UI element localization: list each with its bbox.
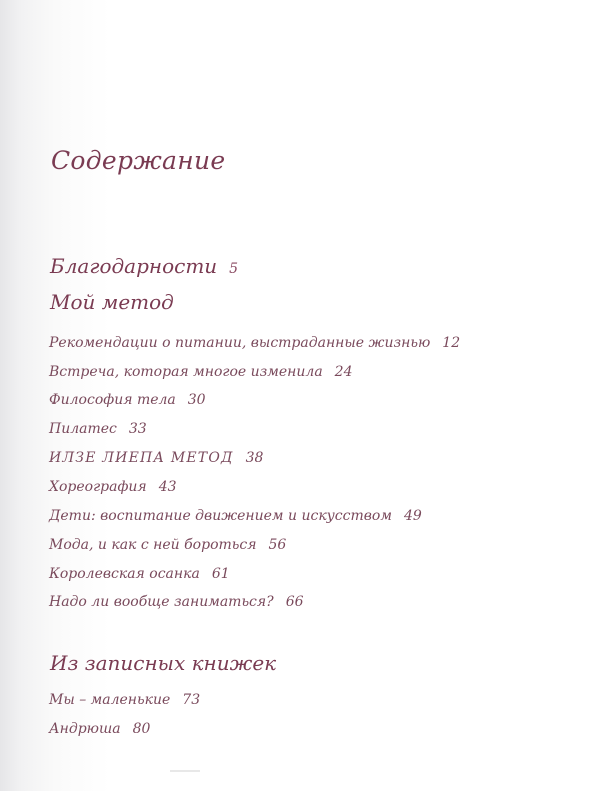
toc-entry-page: 49 — [403, 508, 422, 524]
toc-title: Содержание — [51, 146, 226, 175]
toc-entry-page: 12 — [442, 335, 461, 351]
toc-entry — [49, 537, 286, 553]
section-heading-label: Мой метод — [50, 290, 174, 314]
toc-entry-page: 61 — [211, 566, 230, 582]
toc-entry — [49, 450, 263, 466]
toc-entry-title: ИЛЗЕ ЛИЕПА МЕТОД — [49, 450, 234, 466]
toc-entry — [49, 566, 230, 582]
toc-entry-title: Хореография — [49, 479, 147, 495]
toc-entry-title: Встреча, которая многое изменила — [49, 364, 323, 380]
toc-entry-page: 43 — [158, 479, 177, 495]
toc-entry — [49, 721, 150, 737]
toc-entry-title: Мода, и как с ней бороться — [49, 537, 257, 553]
toc-entry-title: Андрюша — [49, 721, 121, 737]
toc-entry-page: 33 — [128, 421, 147, 437]
section-heading-my-method — [50, 290, 174, 314]
toc-entry — [49, 421, 147, 437]
toc-entry — [49, 392, 206, 408]
toc-entry-page: 38 — [245, 450, 264, 466]
toc-entry-page: 66 — [285, 594, 304, 610]
toc-entry-page: 56 — [268, 537, 287, 553]
toc-entry — [49, 335, 460, 351]
toc-entry-page: 24 — [334, 364, 353, 380]
toc-entry-page: 30 — [187, 392, 206, 408]
toc-entry-page: 73 — [182, 692, 201, 708]
section-heading-notebooks — [50, 651, 276, 675]
section-heading-label: Благодарности — [50, 254, 218, 278]
toc-entry-title: Мы – маленькие — [49, 692, 171, 708]
toc-entry-title: Пилатес — [49, 421, 117, 437]
toc-entry — [49, 594, 304, 610]
toc-entry-title: Рекомендации о питании, выстраданные жизнью — [49, 335, 431, 351]
toc-entry — [49, 364, 353, 380]
toc-entry-title: Философия тела — [49, 392, 176, 408]
toc-entry — [49, 479, 177, 495]
toc-entry — [49, 692, 200, 708]
section-page-number: 5 — [229, 261, 239, 277]
toc-entry — [49, 508, 422, 524]
toc-entry-title: Надо ли вообще заниматься? — [49, 594, 274, 610]
toc-entry-page: 80 — [132, 721, 151, 737]
toc-entry-title: Королевская осанка — [49, 566, 200, 582]
section-heading-label: Из записных книжек — [50, 651, 277, 675]
toc-entry-title: Дети: воспитание движением и искусством — [49, 508, 392, 524]
section-heading-acknowledgements — [50, 254, 238, 278]
scan-artifact — [170, 770, 200, 772]
